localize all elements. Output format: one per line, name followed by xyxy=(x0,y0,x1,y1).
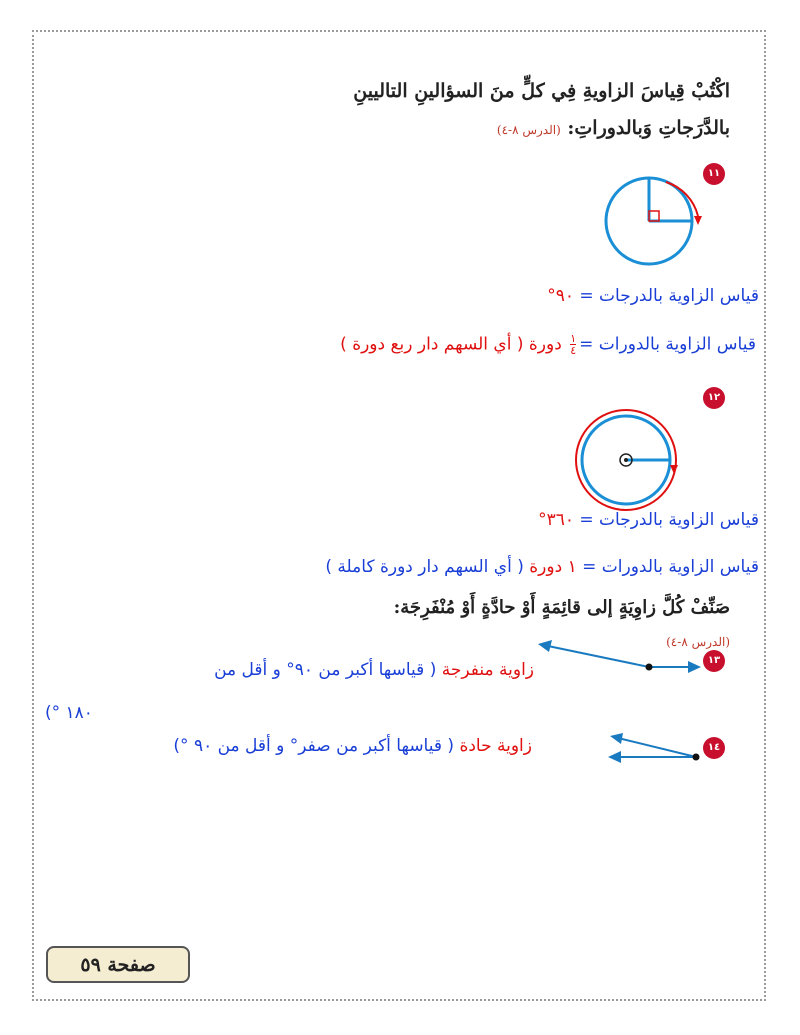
q11-turns-label: قياس الزاوية بالدورات = xyxy=(579,334,756,355)
quarter-turn-diagram xyxy=(600,176,710,276)
q12-degrees-value: ٣٦٠° xyxy=(538,510,574,530)
q11-turns-note: ( أي السهم دار ربع دورة ) xyxy=(340,334,524,355)
ray-left xyxy=(548,646,649,667)
arrow-head-left xyxy=(538,640,552,652)
question-badge-13: ١٣ xyxy=(703,650,725,672)
q14-type: زاوية حادة xyxy=(459,736,532,756)
q13-note: ( قياسها أكبر من ٩٠° و أقل من xyxy=(214,660,437,680)
exercise-subtitle xyxy=(497,117,730,139)
arrow-head-upper xyxy=(610,733,623,744)
fraction-denominator: ٤ xyxy=(570,344,577,357)
quarter-fraction xyxy=(570,333,576,356)
arrow-head xyxy=(694,216,702,225)
q11-turns-word: دورة xyxy=(528,334,562,355)
rotation-arrow xyxy=(666,182,698,216)
center-dot xyxy=(624,458,628,462)
fraction-numerator: ١ xyxy=(570,332,577,345)
q12-turns-label: قياس الزاوية بالدورات = xyxy=(582,557,759,577)
vertex-dot xyxy=(693,754,700,761)
obtuse-angle-diagram xyxy=(534,640,704,680)
classify-lesson-ref: (الدرس ٨-٤) xyxy=(666,635,730,649)
q11-degrees-label: قياس الزاوية بالدرجات = xyxy=(579,286,759,306)
q12-turns-note: ( أي السهم دار دورة كاملة ) xyxy=(325,557,524,577)
ray-upper xyxy=(618,738,696,757)
question-badge-12: ١٢ xyxy=(703,387,725,409)
q12-turns-value: ١ دورة xyxy=(529,557,577,577)
page-number-label: صفحة ٥٩ xyxy=(80,954,156,976)
subtitle-text: بالدَّرَجاتِ وَبالدوراتِ: xyxy=(567,117,730,139)
q14-answer xyxy=(173,736,532,756)
q11-turns-answer xyxy=(340,333,756,356)
vertex-dot xyxy=(646,664,653,671)
arrow-head-right xyxy=(688,661,701,673)
q11-degrees-value: ٩٠° xyxy=(547,286,574,306)
q13-type: زاوية منفرجة xyxy=(441,660,534,680)
q14-note: ( قياسها أكبر من صفر° و أقل من ٩٠ °) xyxy=(173,736,455,756)
exercise-title: اكْتُبْ قِياسَ الزاويةِ فِي كلٍّ منَ السؤالينِ التاليينِ xyxy=(353,80,730,102)
q11-degrees-answer xyxy=(547,286,759,306)
q12-degrees-answer xyxy=(538,510,759,530)
q13-answer xyxy=(214,660,534,680)
acute-angle-diagram xyxy=(604,732,704,767)
arrow-head xyxy=(670,465,678,474)
q12-turns-answer xyxy=(325,557,759,577)
q13-note-continued: ١٨٠ °) xyxy=(45,703,93,723)
arrow-head-lower xyxy=(608,751,621,763)
full-turn-diagram xyxy=(566,405,686,515)
page-number-box xyxy=(46,946,190,983)
question-badge-14: ١٤ xyxy=(703,737,725,759)
q12-degrees-label: قياس الزاوية بالدرجات = xyxy=(579,510,759,530)
question-badge-11: ١١ xyxy=(703,163,725,185)
classify-title: صَنِّفْ كُلَّ زاوِيَةٍ إلى قائِمَةٍ أَوْ حادَّةٍ أَوْ مُنْفَرِجَة: xyxy=(393,597,730,618)
lesson-ref: (الدرس ٨-٤) xyxy=(496,123,561,137)
